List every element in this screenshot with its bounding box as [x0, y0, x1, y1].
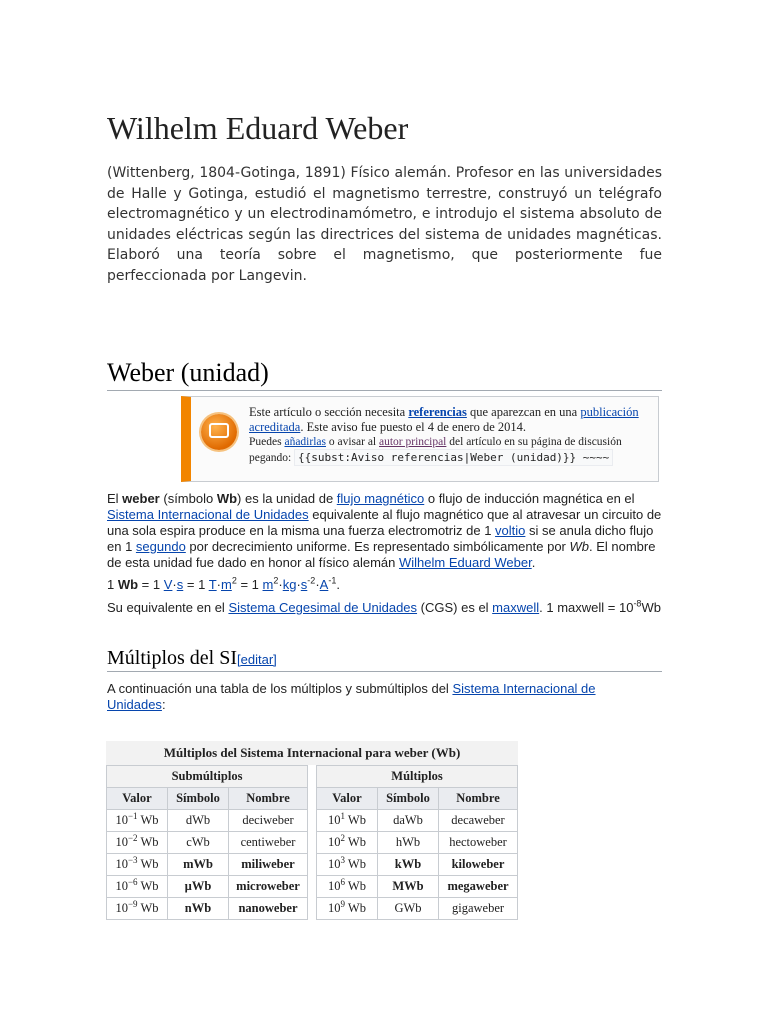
sub-valor-cell: [107, 854, 168, 876]
mult-simbolo-cell: [378, 876, 439, 898]
sub-symbol: cWb: [186, 835, 210, 849]
value-unit: Wb: [345, 879, 366, 893]
table-row: [107, 898, 518, 920]
sub-valor-cell: [107, 876, 168, 898]
maxwell-link[interactable]: maxwell: [492, 600, 540, 615]
subsection-title-text: Múltiplos del SI: [107, 647, 238, 669]
wb-symbol: Wb: [216, 491, 238, 506]
sub-nombre-cell: [229, 810, 308, 832]
edit-link[interactable]: [editar]: [237, 652, 277, 667]
mult-symbol: daWb: [393, 813, 423, 827]
value-exponent: −6: [127, 876, 138, 887]
mult-name: hectoweber: [449, 835, 507, 849]
value-base: 10: [328, 835, 341, 849]
weber-bold: weber: [122, 491, 160, 506]
p1-text-i: por decrecimiento uniforme. Es representado simbólicamente por: [185, 539, 570, 554]
sub-valor-cell: [107, 832, 168, 854]
sub-nombre-cell: [229, 876, 308, 898]
notice-text: [249, 405, 659, 465]
si-link-2[interactable]: Sistema Internacional de Unidades: [107, 681, 596, 712]
value-base: 10: [328, 879, 341, 893]
sub-nombre-cell: [229, 898, 308, 920]
metre-link[interactable]: m: [220, 577, 232, 592]
sub-simbolo-cell: [168, 898, 229, 920]
col-nombre: Nombre: [229, 788, 308, 810]
mult-name: gigaweber: [451, 901, 505, 915]
kilogram-link[interactable]: kg: [282, 577, 297, 592]
p1-text-a: El: [107, 491, 123, 506]
column-gap: [308, 788, 317, 810]
col-valor: Valor: [317, 788, 378, 810]
formula-d: = 1: [236, 577, 263, 592]
cgs-link[interactable]: Sistema Cegesimal de Unidades: [228, 600, 418, 615]
value-base: 10: [328, 857, 341, 871]
p4-text-a: A continuación una tabla de los múltiplos y submúltiplos del: [107, 681, 453, 696]
value-unit: Wb: [345, 857, 366, 871]
submultiplos-header: Submúltiplos: [107, 766, 308, 788]
col-valor: Valor: [107, 788, 168, 810]
sub-symbol: nWb: [184, 901, 212, 915]
p3-exp: -8: [633, 598, 642, 609]
publicacion-acreditada-link[interactable]: publicación acreditada: [249, 405, 639, 434]
mult-simbolo-cell: [378, 854, 439, 876]
p1-text-f: o flujo de inducción magnética en el: [424, 491, 635, 506]
mult-nombre-cell: [439, 832, 518, 854]
segundo-link[interactable]: segundo: [135, 539, 186, 554]
notice-date-text: . Este aviso fue puesto el 4 de enero de 2014.: [300, 419, 526, 434]
value-base: 10: [115, 813, 128, 827]
sub-name: miliweber: [241, 857, 295, 871]
value-exponent: 9: [340, 898, 346, 909]
mult-nombre-cell: [439, 898, 518, 920]
notice-text-6: del artículo en su página de discusión pegando:: [249, 436, 622, 464]
si-link[interactable]: Sistema Internacional de Unidades: [107, 507, 309, 522]
mult-symbol: GWb: [394, 901, 422, 915]
sub-name: nanoweber: [238, 901, 298, 915]
value-unit: Wb: [345, 901, 366, 915]
value-unit: Wb: [345, 813, 366, 827]
formula-b: = 1: [138, 577, 164, 592]
formula-dot: ·: [172, 577, 177, 592]
weber-definition: [107, 491, 667, 571]
formula-wb: Wb: [117, 577, 139, 592]
p4-text-b: :: [161, 697, 166, 712]
flujo-magnetico-link[interactable]: flujo magnético: [336, 491, 425, 506]
column-gap: [308, 854, 317, 876]
mult-simbolo-cell: [378, 832, 439, 854]
table-row: [107, 810, 518, 832]
column-gap: [308, 832, 317, 854]
p1-text-m: .: [531, 555, 536, 570]
col-simbolo: Símbolo: [168, 788, 229, 810]
notice-text-4: Puedes: [249, 436, 285, 448]
second-link-2[interactable]: s: [300, 577, 308, 592]
value-exponent: −1: [127, 810, 138, 821]
p3-text-c: . 1 maxwell = 10: [539, 600, 634, 615]
section-divider: [107, 390, 662, 391]
mult-symbol: MWb: [392, 879, 424, 893]
mult-name: kiloweber: [451, 857, 505, 871]
formula-c: = 1: [183, 577, 209, 592]
ampere-link[interactable]: A: [319, 577, 329, 592]
anadirlas-link[interactable]: añadirlas: [284, 436, 326, 448]
mult-name: megaweber: [447, 879, 509, 893]
mult-symbol: hWb: [395, 835, 421, 849]
value-exponent: 1: [340, 810, 346, 821]
wilhelm-weber-link[interactable]: Wilhelm Eduard Weber: [399, 555, 532, 570]
mult-name: decaweber: [451, 813, 505, 827]
value-exponent: 2: [340, 832, 346, 843]
table-row: [107, 832, 518, 854]
sub-simbolo-cell: [168, 854, 229, 876]
table-row: [107, 854, 518, 876]
voltio-link[interactable]: voltio: [495, 523, 526, 538]
table-caption: Múltiplos del Sistema Internacional para weber (Wb): [106, 741, 518, 765]
value-unit: Wb: [137, 901, 159, 915]
notice-text-1: Este artículo o sección necesita: [249, 405, 409, 419]
mult-nombre-cell: [439, 876, 518, 898]
referencias-link[interactable]: referencias: [408, 405, 467, 419]
sub-simbolo-cell: [168, 810, 229, 832]
mult-symbol: kWb: [394, 857, 422, 871]
mult-valor-cell: [317, 810, 378, 832]
formula-a: 1: [107, 577, 118, 592]
formula-exp: -2: [307, 575, 316, 586]
sub-name: deciweber: [242, 813, 294, 827]
metre-link-2[interactable]: m: [262, 577, 274, 592]
mult-nombre-cell: [439, 810, 518, 832]
formula-e: .: [336, 577, 340, 592]
page-title: Wilhelm Eduard Weber: [107, 110, 409, 146]
mult-valor-cell: [317, 898, 378, 920]
mult-valor-cell: [317, 832, 378, 854]
p3-text-d: Wb: [641, 600, 661, 615]
formula-exp: 2: [231, 575, 237, 586]
sub-valor-cell: [107, 810, 168, 832]
value-exponent: 6: [340, 876, 346, 887]
value-unit: Wb: [137, 879, 159, 893]
table-intro: [107, 681, 627, 713]
p3-text-b: (CGS) es el: [417, 600, 493, 615]
p3-text-a: Su equivalente en el: [107, 600, 229, 615]
mult-valor-cell: [317, 854, 378, 876]
formula-dot: ·: [315, 577, 320, 592]
value-base: 10: [328, 813, 341, 827]
value-base: 10: [115, 857, 128, 871]
template-code: {{subst:Aviso referencias|Weber (unidad)}} ~~~~: [294, 449, 613, 466]
col-nombre: Nombre: [439, 788, 518, 810]
sub-valor-cell: [107, 898, 168, 920]
tesla-link[interactable]: T: [208, 577, 217, 592]
value-exponent: 3: [340, 854, 346, 865]
sub-name: centiweber: [240, 835, 296, 849]
value-unit: Wb: [137, 857, 159, 871]
p1-text-e: ) es la unidad de: [237, 491, 337, 506]
value-unit: Wb: [345, 835, 366, 849]
book-icon: [201, 414, 237, 450]
value-base: 10: [115, 835, 128, 849]
table-body: [107, 810, 518, 920]
value-unit: Wb: [137, 813, 159, 827]
column-gap: [308, 876, 317, 898]
value-base: 10: [115, 879, 128, 893]
mult-nombre-cell: [439, 854, 518, 876]
multiplos-header: Múltiplos: [317, 766, 518, 788]
value-unit: Wb: [137, 835, 159, 849]
section-title: Weber (unidad): [107, 358, 269, 387]
subsection-divider: [107, 671, 662, 672]
table-row: [107, 876, 518, 898]
col-simbolo: Símbolo: [378, 788, 439, 810]
formula-exp: 2: [273, 575, 279, 586]
intro-paragraph: (Wittenberg, 1804-Gotinga, 1891) Físico alemán. Profesor en las universidades de Halle y Gotinga, estudió el magnetismo terrestre, construyó un telégrafo electromagnético y un electrodinamómetro, e introdujo el sistema absoluto de unidades eléctricas según las directrices del sistema de unidades magnéticas. Elaboró una teoría sobre el magnetismo, que posteriormente fue perfeccionada por Langevin.: [107, 165, 662, 284]
sub-symbol: µWb: [184, 879, 212, 893]
value-exponent: −2: [127, 832, 138, 843]
p1-text-g: equivalente al flujo magnético que al atravesar un circuito de una sola espira produce en la misma una fuerza electromotriz de 1: [107, 507, 662, 538]
notice-text-2: que aparezcan en una: [466, 405, 581, 419]
value-base: 10: [328, 901, 341, 915]
volt-link[interactable]: V: [163, 577, 173, 592]
autor-principal-link[interactable]: autor principal: [379, 436, 447, 448]
sub-simbolo-cell: [168, 876, 229, 898]
p1-text-k: . El nombre de esta unidad fue dado en honor al físico alemán: [107, 539, 656, 570]
sub-nombre-cell: [229, 832, 308, 854]
unit-formula: [107, 577, 667, 593]
column-gap: [308, 810, 317, 832]
mult-valor-cell: [317, 876, 378, 898]
second-link[interactable]: s: [176, 577, 184, 592]
value-base: 10: [115, 901, 128, 915]
column-gap: [308, 766, 317, 788]
formula-exp: -1: [328, 575, 337, 586]
si-multiples-table: [106, 741, 518, 920]
sub-name: microweber: [236, 879, 300, 893]
sub-simbolo-cell: [168, 832, 229, 854]
references-notice: [181, 396, 659, 482]
column-gap: [308, 898, 317, 920]
p1-text-h: si se anula dicho flujo en 1: [107, 523, 654, 554]
sub-symbol: dWb: [185, 813, 211, 827]
value-exponent: −9: [127, 898, 138, 909]
mult-simbolo-cell: [378, 898, 439, 920]
wb-italic: Wb: [569, 539, 589, 554]
mult-simbolo-cell: [378, 810, 439, 832]
sub-symbol: mWb: [183, 857, 213, 871]
p1-text-c: (símbolo: [159, 491, 217, 506]
cgs-equivalent: [107, 600, 667, 616]
sub-nombre-cell: [229, 854, 308, 876]
formula-dot: ·: [278, 577, 283, 592]
notice-text-5: o avisar al: [325, 436, 379, 448]
formula-dot: ·: [216, 577, 221, 592]
value-exponent: −3: [127, 854, 138, 865]
formula-dot: ·: [296, 577, 301, 592]
subsection-title: [107, 647, 277, 670]
